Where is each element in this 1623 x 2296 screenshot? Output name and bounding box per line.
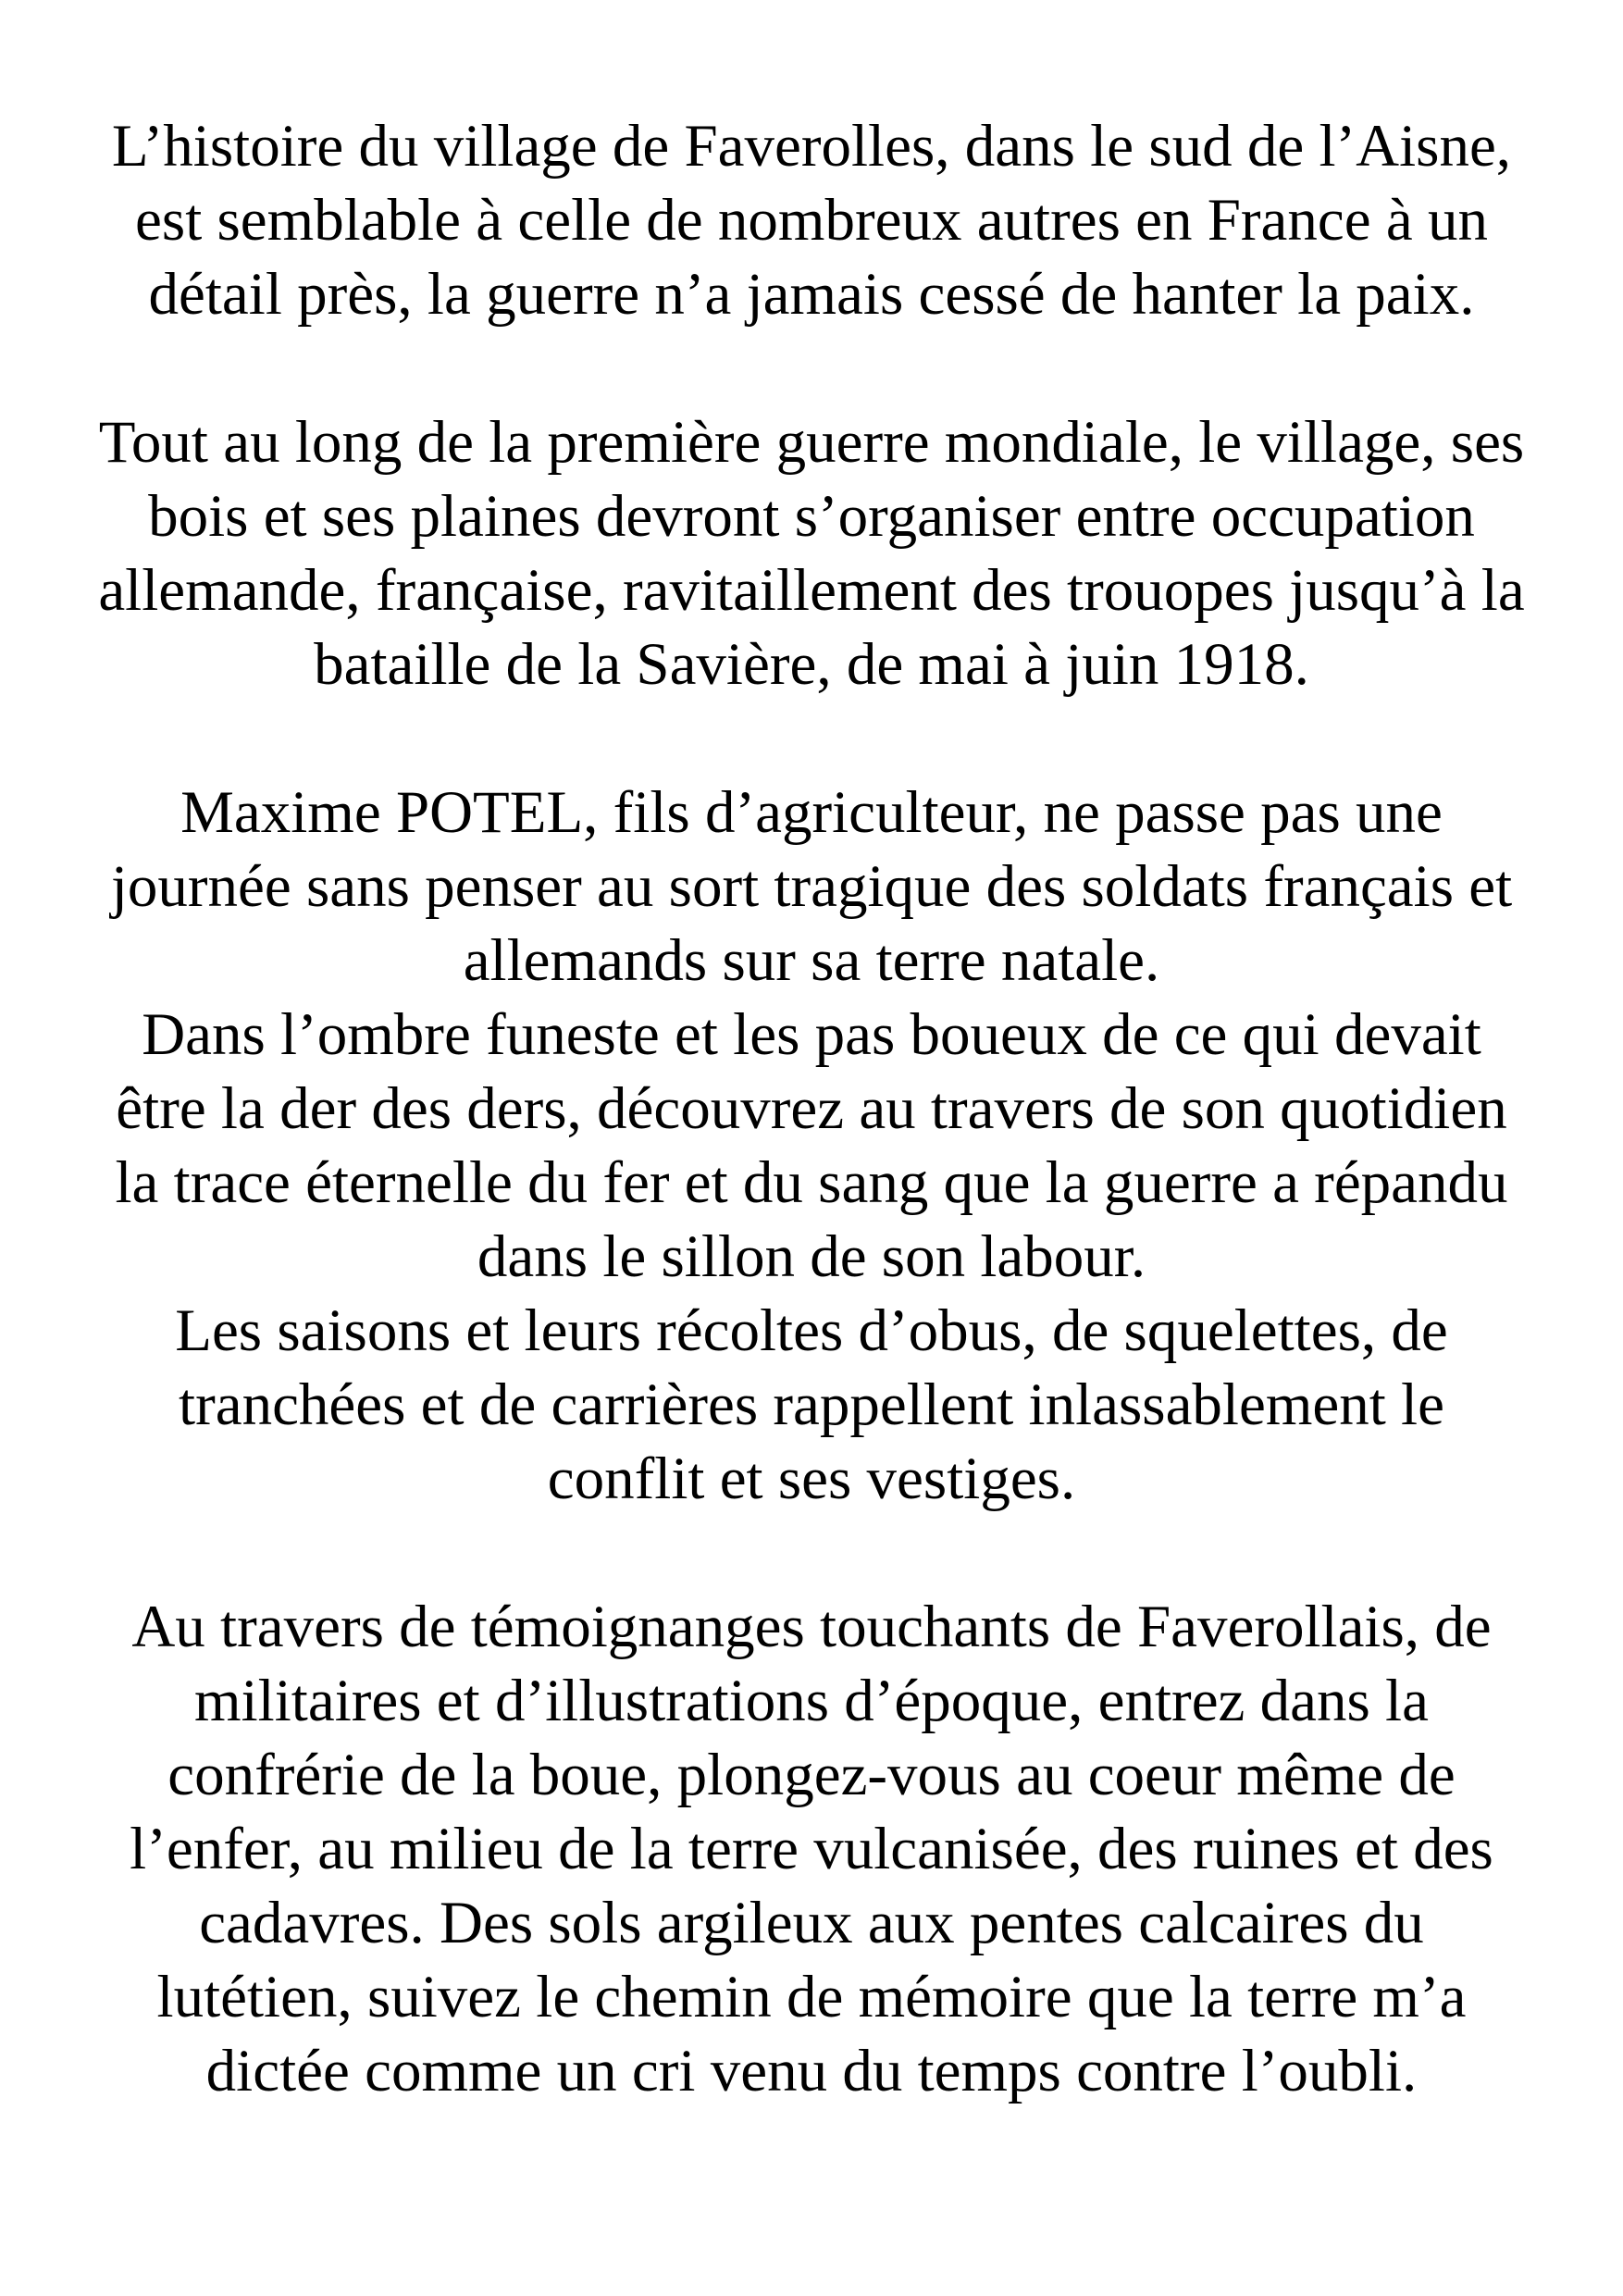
text-line: cadavres. Des sols argileux aux pentes calcaires du: [199, 1890, 1424, 1956]
text-line: Dans l’ombre funeste et les pas boueux de ce qui devait: [142, 1001, 1481, 1068]
text-line: tranchées et de carrières rappellent inlassablement le: [179, 1371, 1444, 1438]
paragraph-intro: [19, 109, 1604, 331]
text-line: être la der des ders, découvrez au travers de son quotidien: [116, 1075, 1507, 1142]
text-line: est semblable à celle de nombreux autres en France à un: [135, 187, 1488, 254]
text-line: Les saisons et leurs récoltes d’obus, de squelettes, de: [175, 1297, 1448, 1364]
body-text: [19, 109, 1604, 2108]
text-line: allemande, française, ravitaillement des trouopes jusqu’à la: [98, 557, 1525, 624]
text-line: militaires et d’illustrations d’époque, entrez dans la: [194, 1668, 1429, 1734]
text-line: confrérie de la boue, plongez-vous au coeur même de: [167, 1742, 1456, 1808]
text-line: journée sans penser au sort tragique des soldats français et: [110, 853, 1513, 920]
paragraph-spacer: [19, 331, 1604, 405]
text-line: Maxime POTEL, fils d’agriculteur, ne passe pas une: [180, 779, 1443, 846]
text-line: conflit et ses vestiges.: [547, 1446, 1076, 1512]
text-line: la trace éternelle du fer et du sang que la guerre a répandu: [115, 1149, 1508, 1216]
text-line: dictée comme un cri venu du temps contre l’oubli.: [205, 2038, 1418, 2104]
paragraph-maxime-potel: [19, 776, 1604, 1516]
text-line: dans le sillon de son labour.: [477, 1223, 1146, 1290]
text-line: lutétien, suivez le chemin de mémoire que la terre m’a: [156, 1964, 1467, 2030]
text-line: allemands sur sa terre natale.: [463, 927, 1160, 994]
paragraph-spacer: [19, 1516, 1604, 1590]
text-line: bataille de la Savière, de mai à juin 1918.: [314, 631, 1309, 698]
text-line: L’histoire du village de Faverolles, dans le sud de l’Aisne,: [111, 113, 1512, 180]
text-line: détail près, la guerre n’a jamais cessé de hanter la paix.: [148, 261, 1475, 328]
text-line: l’enfer, au milieu de la terre vulcanisée, des ruines et des: [130, 1816, 1493, 1882]
text-line: bois et ses plaines devront s’organiser entre occupation: [148, 483, 1475, 550]
paragraph-first-world-war: [19, 405, 1604, 701]
text-line: Tout au long de la première guerre mondiale, le village, ses: [98, 409, 1525, 476]
paragraph-testimonies: [19, 1590, 1604, 2108]
text-line: Au travers de témoignanges touchants de Faverollais, de: [131, 1594, 1492, 1660]
paragraph-spacer: [19, 701, 1604, 776]
